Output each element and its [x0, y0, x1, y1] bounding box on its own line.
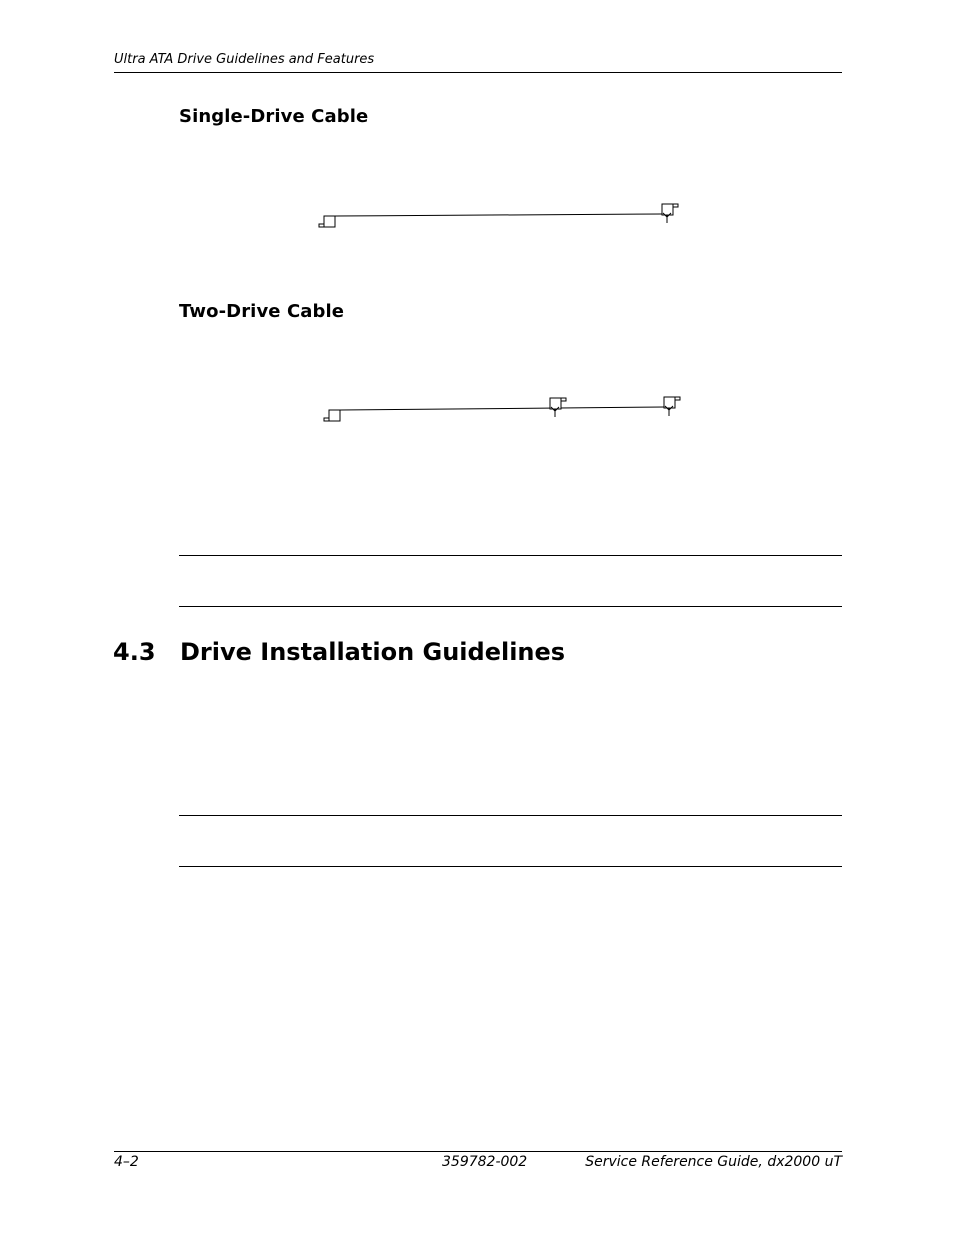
note2-top-rule: [179, 815, 842, 816]
system-board-connector: [324, 216, 335, 227]
header-rule: [114, 72, 842, 73]
note-top-rule: [179, 555, 842, 556]
note2-bottom-rule: [179, 866, 842, 867]
single-drive-cable-heading: Single-Drive Cable: [179, 106, 369, 127]
footer-guide-title: Service Reference Guide, dx2000 uT: [585, 1154, 842, 1170]
two-drive-cable-diagram: [310, 388, 690, 428]
running-header-title: Ultra ATA Drive Guidelines and Features: [114, 52, 375, 67]
note-bottom-rule: [179, 606, 842, 607]
cable-line: [340, 407, 665, 410]
section-title: Drive Installation Guidelines: [180, 638, 566, 666]
two-drive-cable-heading: Two-Drive Cable: [179, 301, 345, 322]
footer-part-number: 359782-002: [442, 1154, 528, 1170]
cable-line: [335, 214, 662, 216]
footer-rule: [114, 1151, 842, 1152]
single-drive-cable-diagram: [310, 195, 690, 235]
footer-page-number: 4–2: [114, 1154, 139, 1170]
section-number: 4.3: [113, 638, 156, 666]
system-board-connector: [329, 410, 340, 421]
